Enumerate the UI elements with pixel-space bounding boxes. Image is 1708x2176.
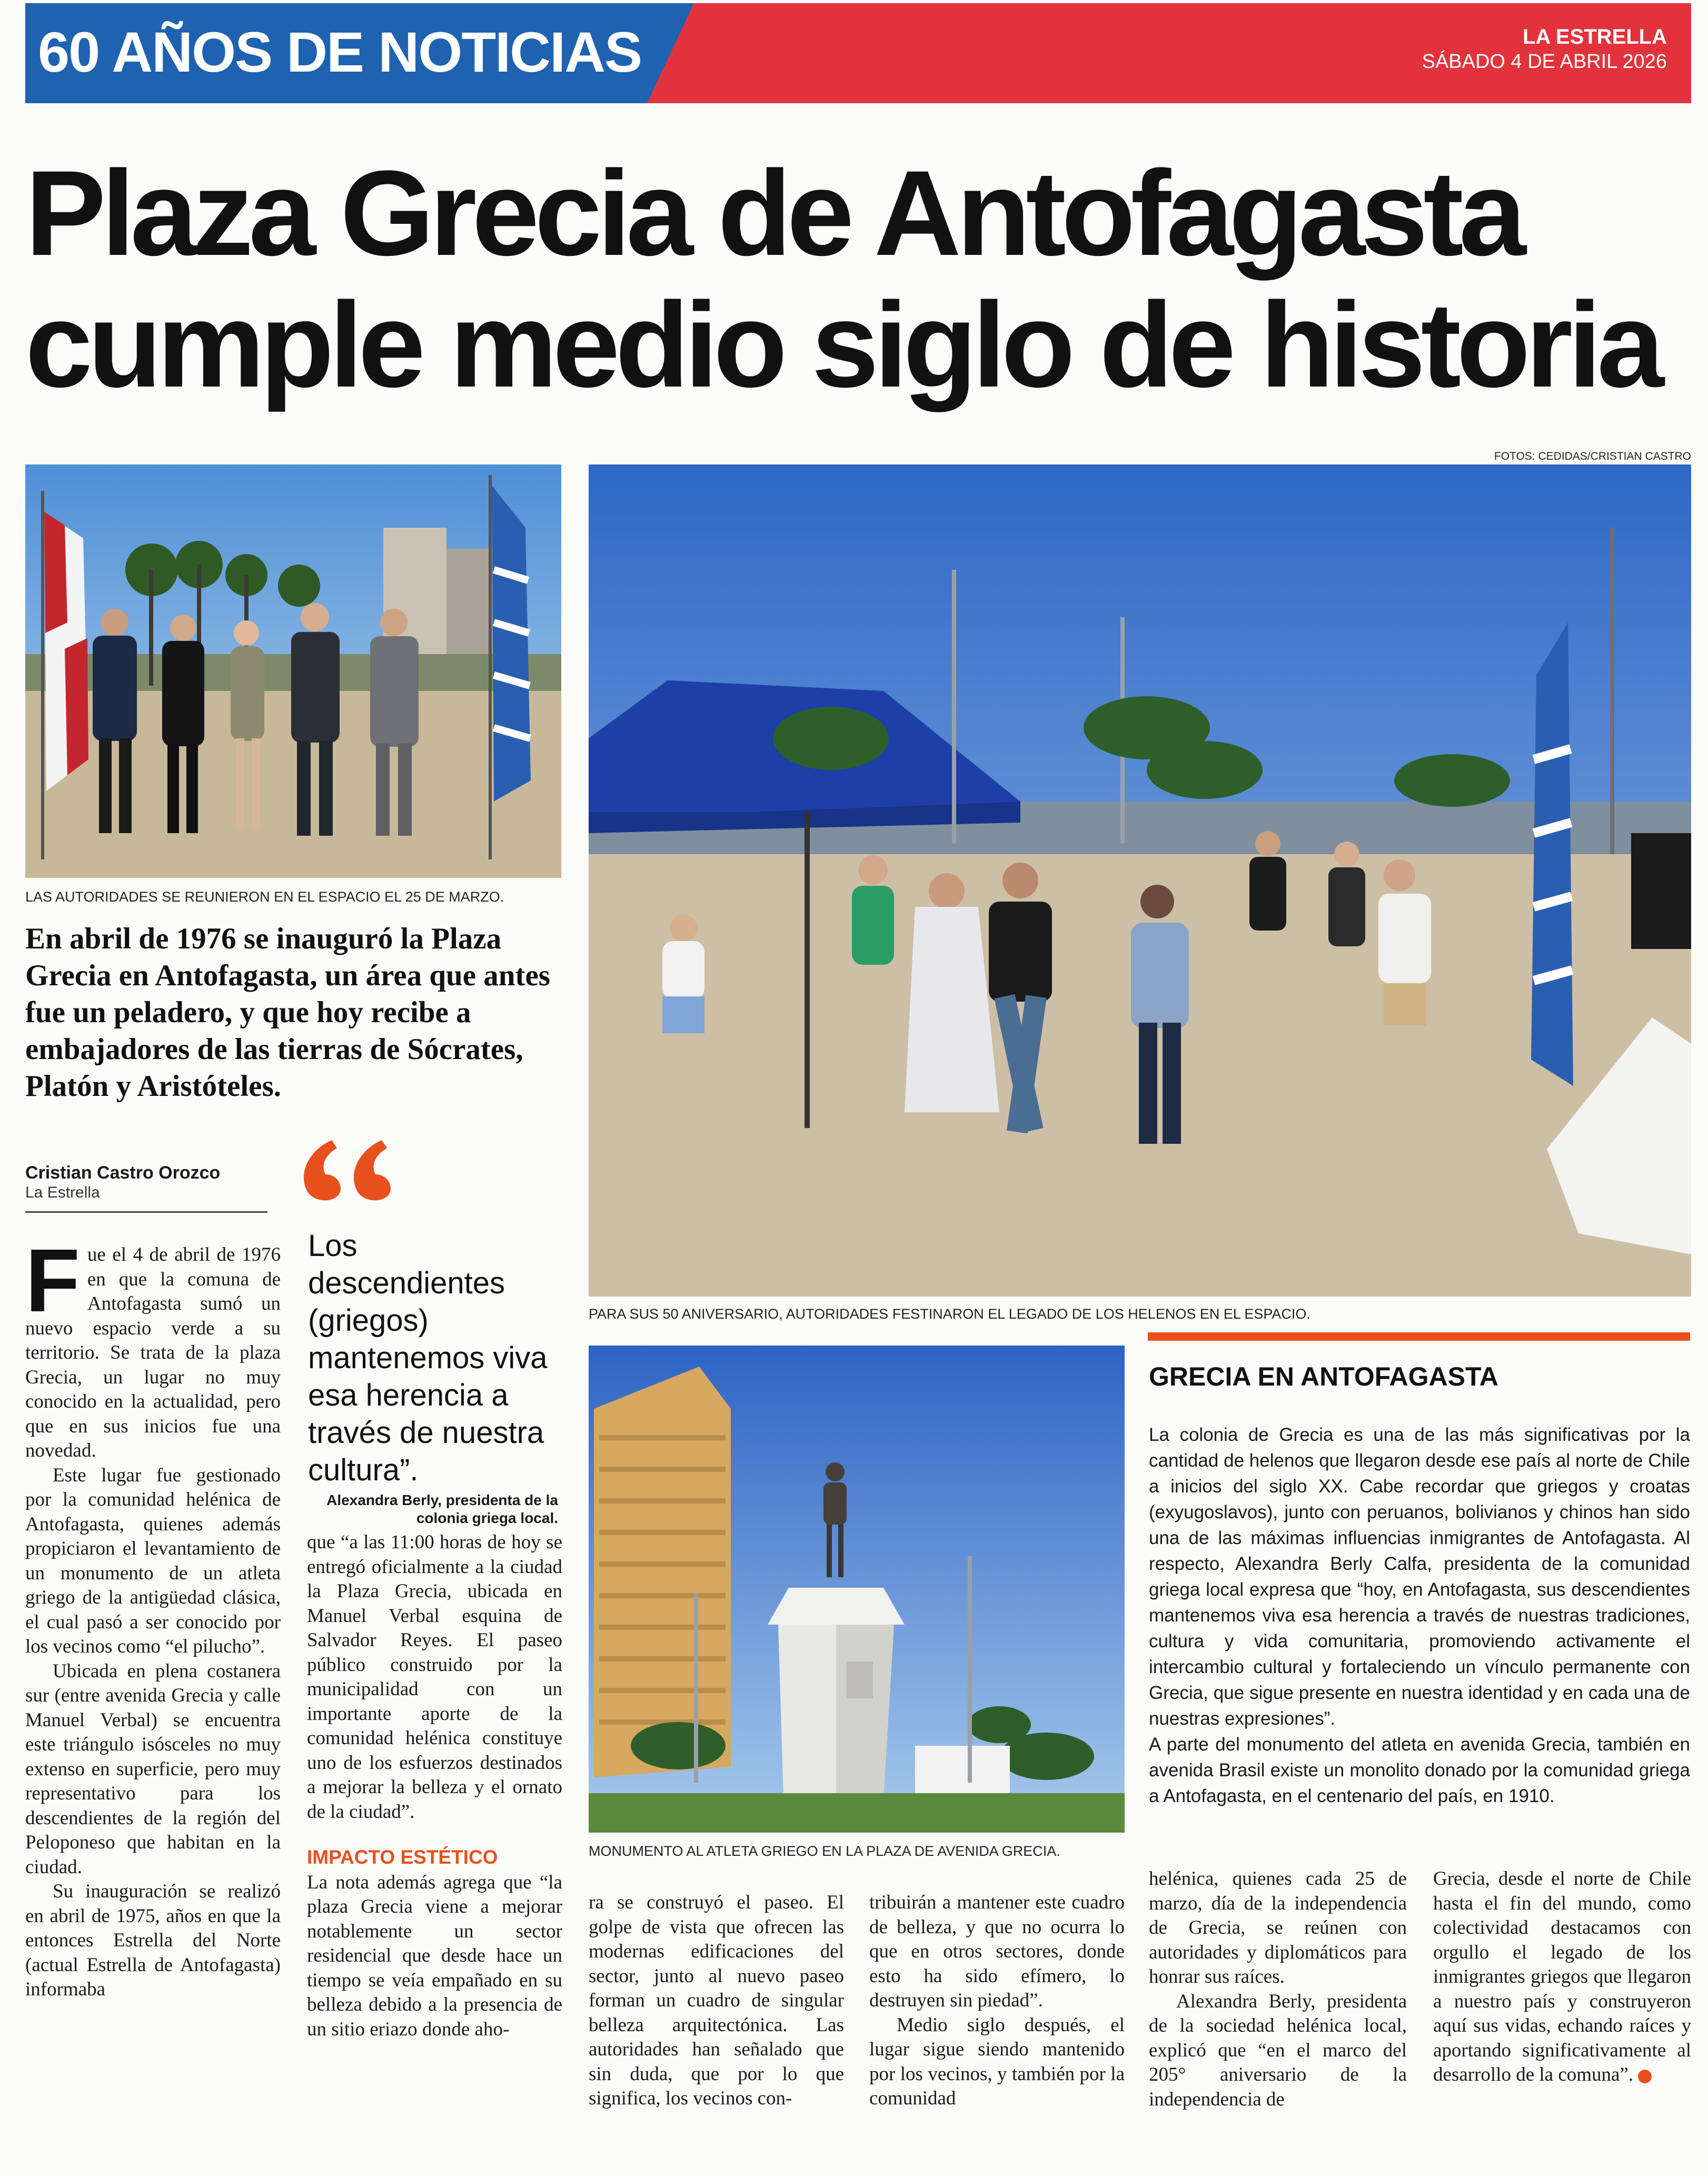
article-column-2 [307, 1530, 562, 2042]
paragraph: La nota además agrega que “la plaza Grecia viene a mejorar notablemente un sector residencial que desde hace un tiempo se veía empañado en su belleza debido a la presencia de un sitio eriazo donde aho- [307, 1871, 562, 2040]
paragraph: Este lugar fue gestionado por la comunidad helénica de Antofagasta, quienes además propiciaron el levantamiento de un monumento de un atleta griego de la antigüedad clásica, el cual pasó a ser conocido por los vecinos como “el pilucho”. [25, 1464, 281, 1657]
section-title: 60 AÑOS DE NOTICIAS [38, 20, 642, 84]
headline-line-1: Plaza Grecia de Antofagasta [25, 145, 1522, 281]
quote-mark-icon [300, 1138, 400, 1201]
byline-author: Cristian Castro Orozco [25, 1163, 221, 1183]
photo-monument [589, 1346, 1125, 1833]
byline-divider [25, 1211, 267, 1213]
article-column-6 [1433, 1867, 1691, 2088]
article-column-3 [589, 1891, 844, 2111]
byline-outlet: La Estrella [25, 1184, 100, 1201]
subheading: IMPACTO ESTÉTICO [307, 1846, 498, 1868]
newspaper-name: LA ESTRELLA [1522, 25, 1667, 48]
article-column-5 [1149, 1867, 1407, 2112]
photo-credit: FOTOS: CEDIDAS/CRISTIAN CASTRO [1494, 450, 1691, 462]
drop-cap: F [25, 1231, 80, 1331]
pull-quote-attribution: Alexandra Berly, presidenta de la colonia griega local. [326, 1492, 558, 1526]
paragraph: ue el 4 de abril de 1976 en que la comuna de Antofagasta sumó un nuevo espacio verde a su territorio. Se trata de la plaza Grecia, un lugar no muy conocido en la actualidad, pero que en sus inicios fue una novedad. [25, 1244, 281, 1461]
article-lead: En abril de 1976 se inauguró la Plaza Grecia en Antofagasta, un área que antes fue un peladero, y que hoy recibe a embajadores de las tierras de Sócrates, Platón y Aristóteles. [25, 922, 550, 1103]
paragraph: ra se construyó el paseo. El golpe de vista que ofrecen las modernas edificaciones del sector, junto al nuevo paseo forman un cuadro de singular belleza arquitectónica. Las autoridades han señalado que sin duda, que por lo que significa, los vecinos con- [589, 1892, 844, 2109]
article-column-4 [869, 1891, 1125, 2111]
sidebar-body [1149, 1422, 1690, 1809]
paragraph: Su inauguración se realizó en abril de 1975, años en que la entonces Estrella del Norte (actual Estrella de Antofagasta) informaba [25, 1881, 281, 2000]
paragraph: Grecia, desde el norte de Chile hasta el fin del mundo, como colectividad destacamos con orgullo el legado de los inmigrantes griegos que llegaron a nuestro país y construyeron aquí sus vidas, echando raíces y aportando significativamente al desarrollo de la comuna”. [1433, 1868, 1691, 2085]
sidebar-title: GRECIA EN ANTOFAGASTA [1149, 1362, 1498, 1391]
sidebar-rule [1148, 1332, 1690, 1341]
headline-line-2: cumple medio siglo de historia [25, 277, 1660, 412]
photo-authorities [25, 464, 561, 878]
sidebar-paragraph: A parte del monumento del atleta en avenida Grecia, también en avenida Brasil existe un monolito donado por la comunidad griega a Antofagasta, en el centenario del país, en 1910. [1149, 1734, 1690, 1806]
paragraph: Medio siglo después, el lugar sigue siendo mantenido por los vecinos, y también por la comunidad [869, 2014, 1125, 2109]
issue-date: SÁBADO 4 DE ABRIL 2026 [1422, 51, 1667, 73]
caption-photo-2: PARA SUS 50 ANIVERSARIO, AUTORIDADES FESTINARON EL LEGADO DE LOS HELENOS EN EL ESPACIO. [589, 1306, 1310, 1322]
sidebar-paragraph: La colonia de Grecia es una de las más significativas por la cantidad de helenos que llegaron desde ese país al norte de Chile a inicios del siglo XX. Cabe recordar que griegos y croatas (exyugoslavos), junto con peruanos, bolivianos y chinos han sido una de las máximas influencias inmigrantes de Antofagasta. Al respecto, Alexandra Berly Calfa, presidenta de la comunidad griega local expresa que “hoy, en Antofagasta, sus descendientes mantenemos viva esa herencia a través de nuestras tradiciones, cultura y vida comunitaria, promoviendo activamente el intercambio cultural y fortaleciendo un vínculo permanente con Grecia, que sigue presente en nuestra identidad y en cada una de nuestras expresiones”. [1149, 1425, 1690, 1729]
paragraph: que “a las 11:00 horas de hoy se entregó oficialmente a la ciudad la Plaza Grecia, ubicada en Manuel Verbal esquina de Salvador Reyes. El paseo público construido por la municipalidad con un importante aporte de la comunidad helénica constituye uno de los esfuerzos destinados a mejorar la belleza y el ornato de la ciudad”. [307, 1531, 562, 1823]
paragraph: tribuirán a mantener este cuadro de belleza, y que no ocurra lo que en otros sectores, donde esto ha sido efímero, lo destruyen sin piedad”. [869, 1892, 1125, 2011]
pull-quote: Los descendientes (griegos) mantenemos viva esa herencia a través de nuestra cultura”. [308, 1229, 548, 1487]
end-mark-icon [1638, 2070, 1652, 2083]
paragraph: helénica, quienes cada 25 de marzo, día de la independencia de Grecia, se reúnen con autoridades y diplomáticos para honrar sus raíces. [1149, 1868, 1407, 1987]
paragraph: Alexandra Berly, presidenta de la sociedad helénica local, explicó que “en el marco del 205° aniversario de la independencia de [1149, 1990, 1407, 2110]
photo-dance [589, 464, 1691, 1297]
caption-photo-3: MONUMENTO AL ATLETA GRIEGO EN LA PLAZA DE AVENIDA GRECIA. [589, 1843, 1060, 1859]
caption-photo-1: LAS AUTORIDADES SE REUNIERON EN EL ESPACIO EL 25 DE MARZO. [25, 889, 504, 905]
paragraph: Ubicada en plena costanera sur (entre avenida Grecia y calle Manuel Verbal) se encuentra este triángulo isósceles no muy extenso en superficie, pero muy representativo para los descendientes de la región del Peloponeso que habitan en la ciudad. [25, 1660, 281, 1878]
article-column-1 [25, 1231, 281, 2002]
